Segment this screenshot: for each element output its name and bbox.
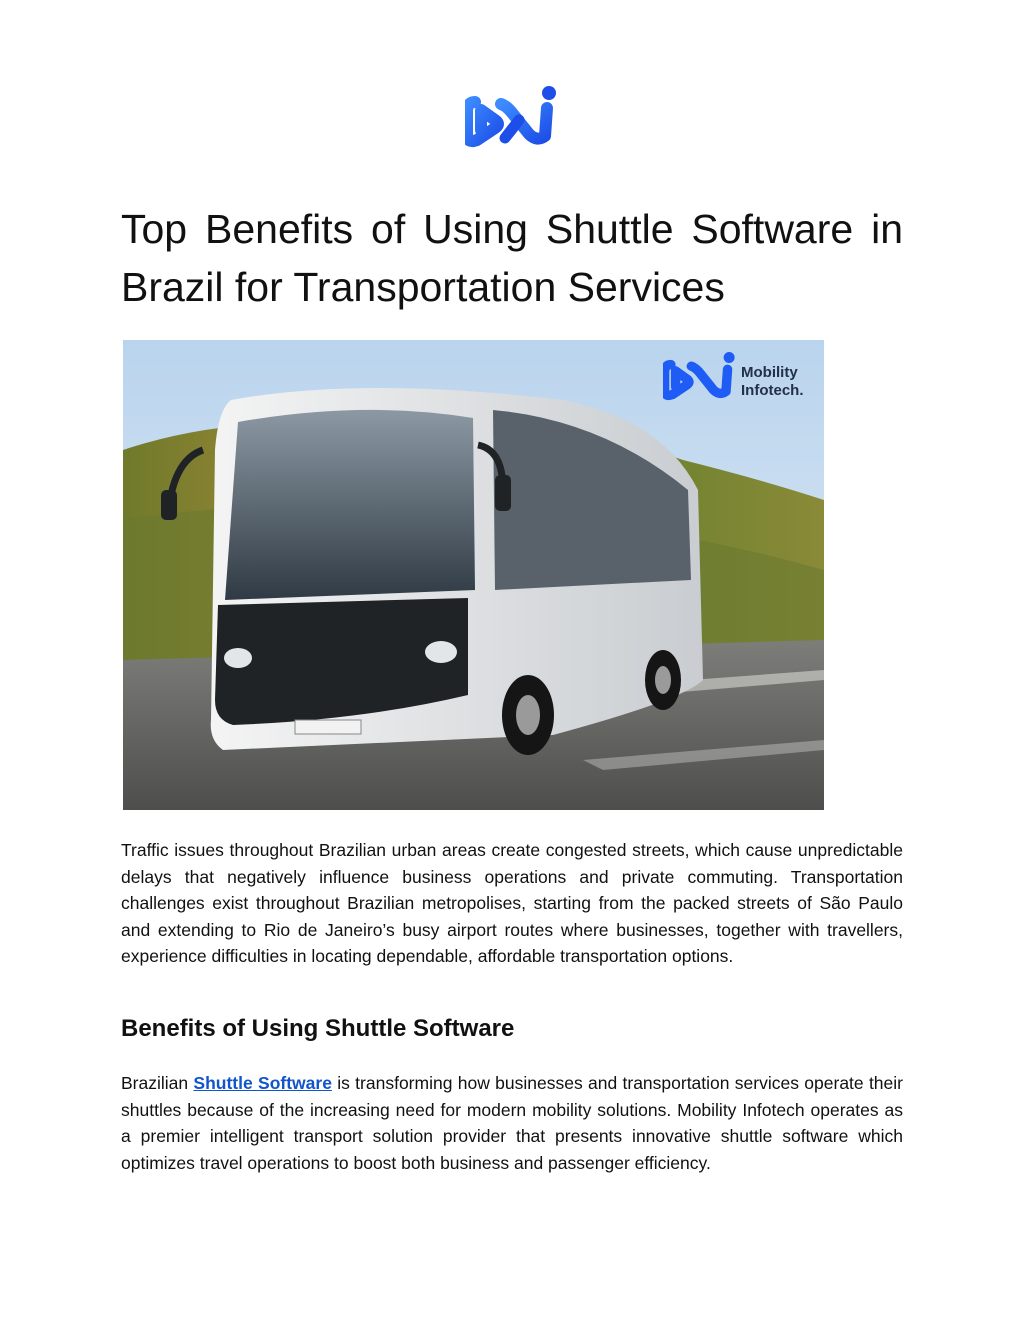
intro-paragraph: Traffic issues throughout Brazilian urban areas create congested streets, which cause unpredictable delays that negatively influence business operations and private commuting. Transportation challenges exist throughout Brazilian metropolises, starting from the packed streets of São Paulo and extending to Rio de Janeiro’s busy airport routes where businesses, together with travellers, experience difficulties in locating dependable, affordable transportation options.: [121, 840, 903, 967]
shuttle-software-link[interactable]: Shuttle Software: [193, 1073, 332, 1093]
section-heading: Benefits of Using Shuttle Software: [121, 1015, 515, 1042]
hero-image: [123, 340, 824, 810]
hero-brand-line1: Mobility: [741, 364, 798, 381]
benefits-paragraph: [121, 1070, 903, 1176]
benefits-paragraph-lead: Brazilian: [121, 1073, 194, 1093]
benefits-paragraph-rest: is transforming how businesses and transportation services operate their shuttles because of the increasing need for modern mobility solutions. Mobility Infotech operates as a premier intelligent transport solution provider that presents innovative shuttle software which optimizes travel operations to boost both business and passenger efficiency.: [121, 1073, 903, 1173]
mobility-infotech-logo-icon: [465, 84, 559, 154]
mobility-infotech-logo-icon: [663, 348, 737, 408]
hero-brand-badge: [663, 348, 824, 414]
page-title: Top Benefits of Using Shuttle Software in Brazil for Transportation Services: [121, 206, 903, 310]
hero-brand-line2: Infotech.: [741, 382, 804, 399]
